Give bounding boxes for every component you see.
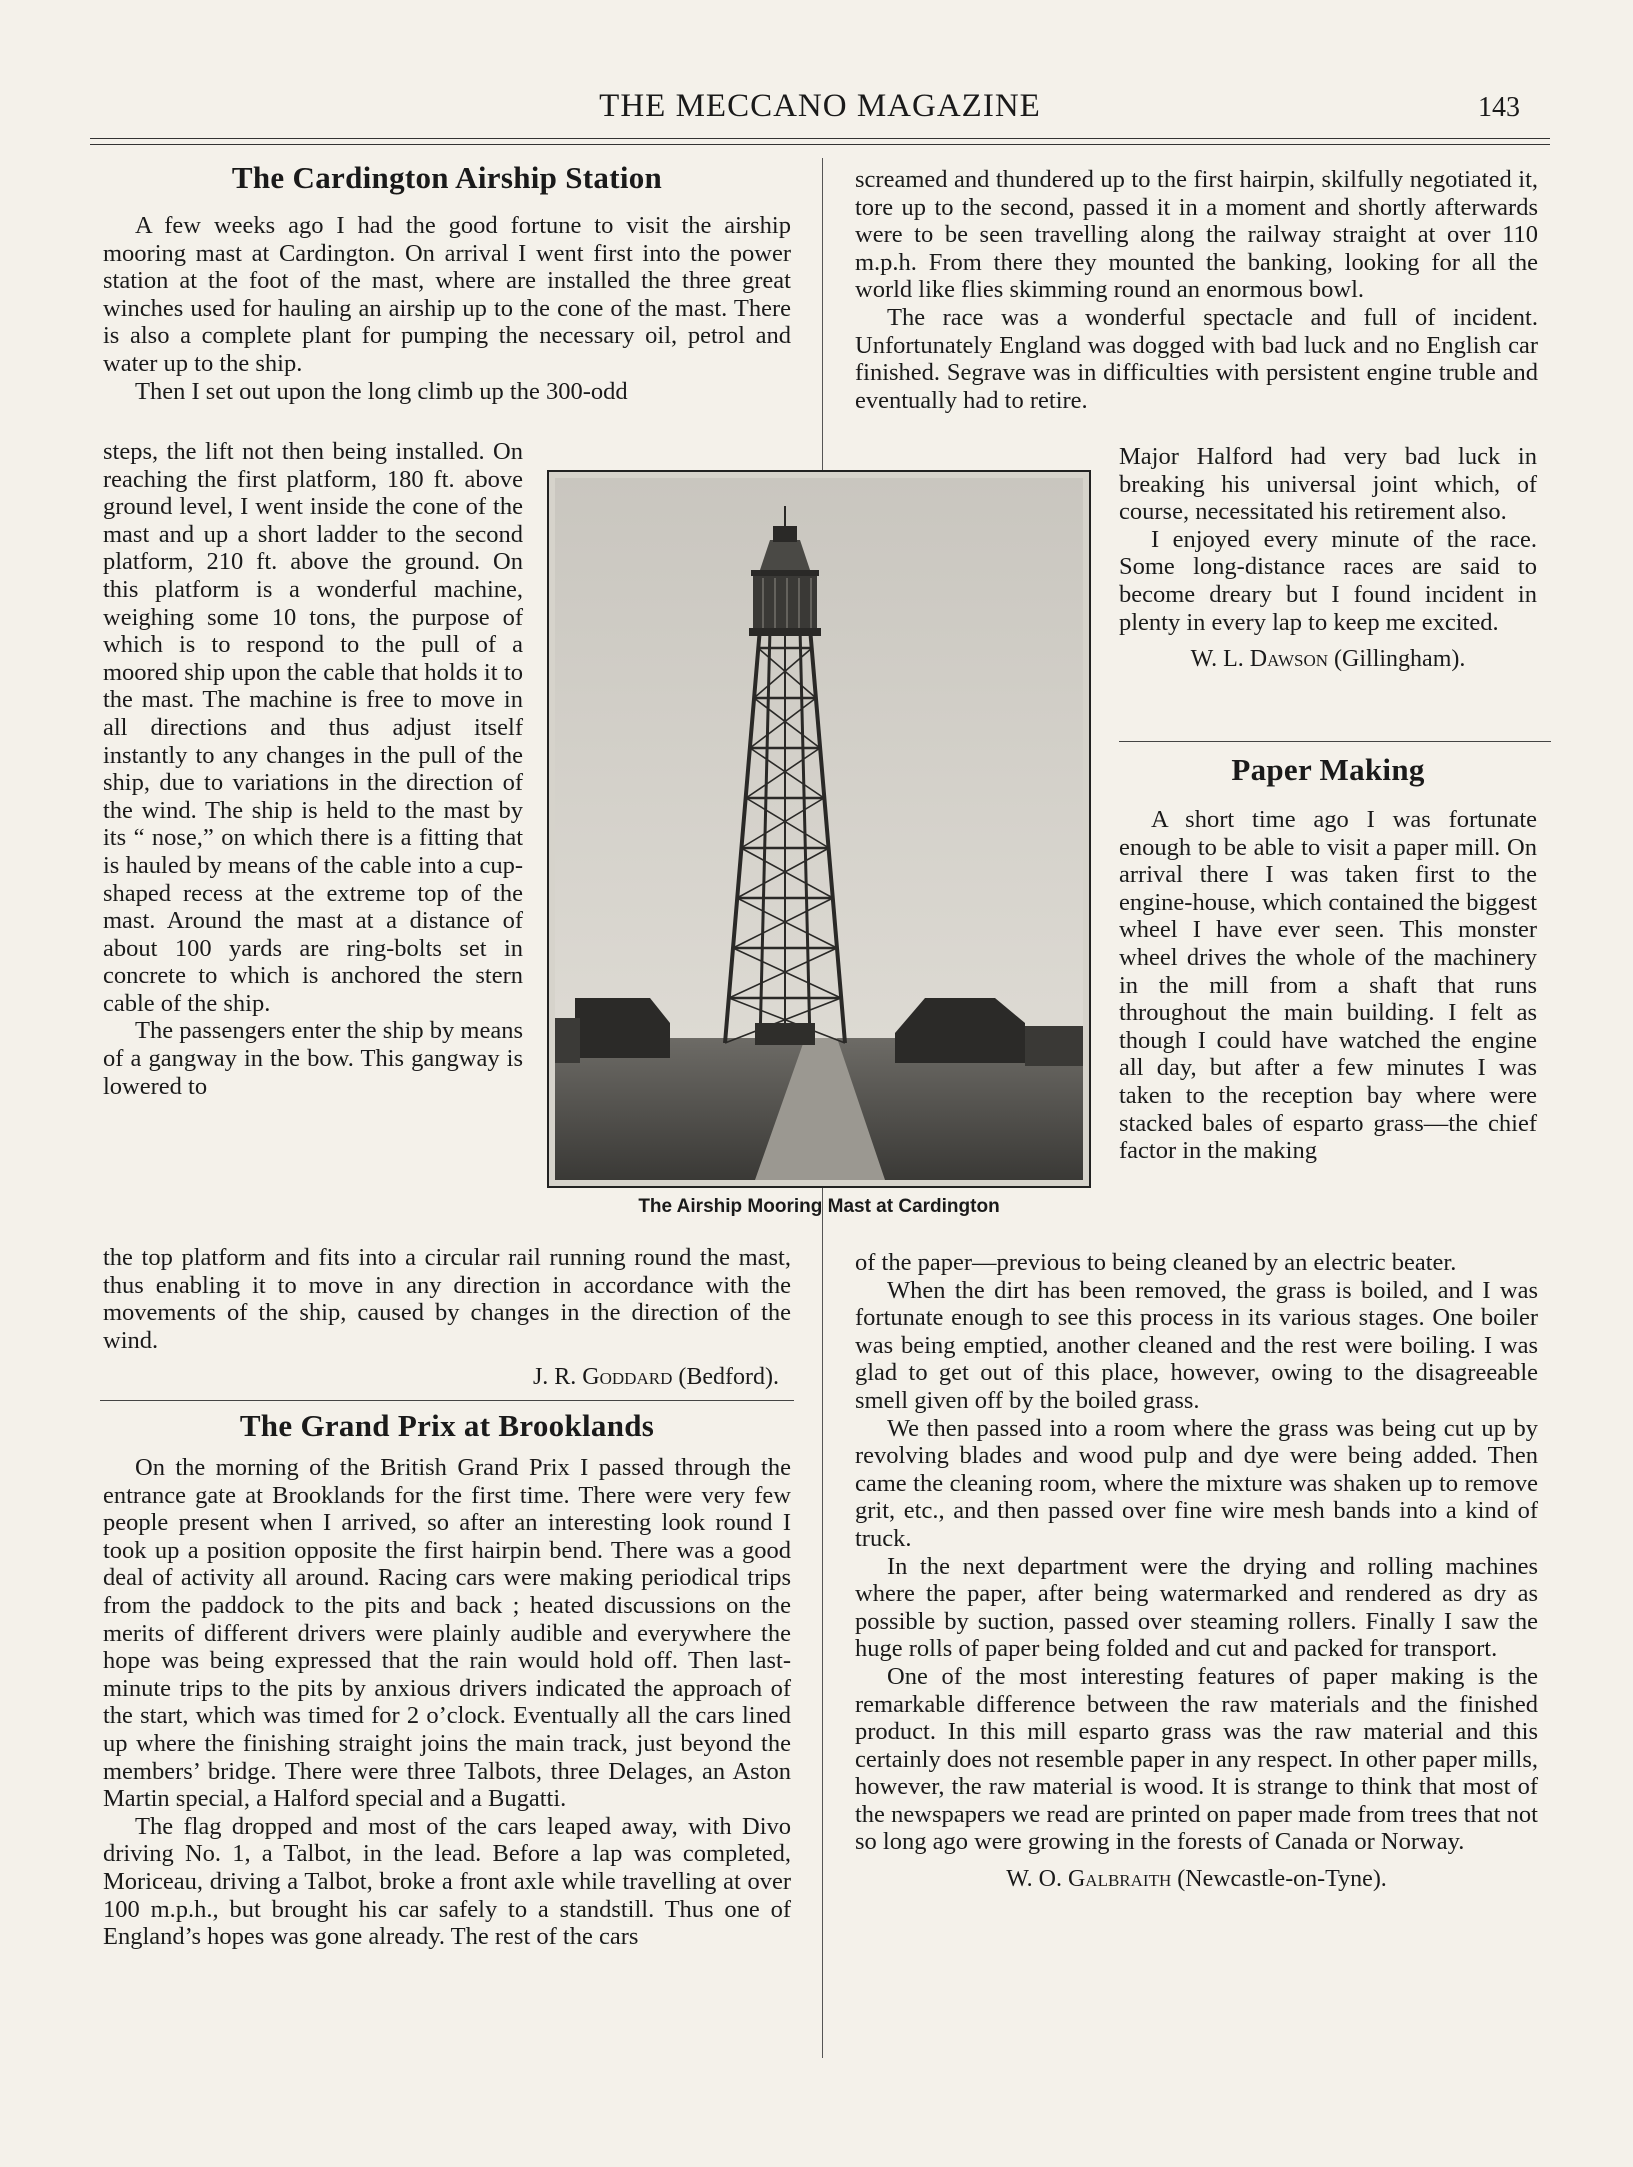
author-name: J. R. Goddard bbox=[532, 1364, 673, 1391]
header-rule bbox=[90, 138, 1550, 139]
article-grand-prix-narrow bbox=[1119, 443, 1537, 674]
article-cardington bbox=[103, 160, 791, 405]
article-title: The Grand Prix at Brooklands bbox=[239, 1408, 655, 1443]
article-paragraph: The race was a wonderful spectacle and full of incident. Unfortunately England was dogged with bad luck and no English car finished. Segrave was in difficulties with persistent engine truble and eventually had to retire. bbox=[855, 303, 1538, 414]
article-paragraph: On the morning of the British Grand Prix I passed through the entrance gate at Brooklands for the first time. There were very few people present when I arrived, so after an interesting look round I took up a position opposite the first hairpin bend. There was a good deal of activity all around. Racing cars were making periodical trips from the paddock to the pits and back ; heated discussions on the merits of different drivers were plainly audible and everywhere the hope was being expressed that the rain would hold off. Then last-minute trips to the pits by anxious drivers indicated the approach of the start, which was timed for 2 o’clock. Eventually all the cars lined up where the finishing straight joins the main track, just beyond the members’ bridge. There were three Talbots, three Delages, an Aston Martin special, a Halford special and a Bugatti. bbox=[103, 1454, 791, 1813]
article-paragraph: Then I set out upon the long climb up the 300-odd bbox=[135, 377, 628, 405]
article-paragraph: screamed and thundered up to the first hairpin, skilfully negotiated it, tore up to the second, passed it in a moment and shortly afterwards were to be seen travelling along the railway straight at over 110 m.p.h. From there they mounted the banking, looking for all the world like flies skimming round an enormous bowl. bbox=[855, 166, 1538, 304]
mooring-mast-illustration bbox=[555, 478, 1083, 1180]
right-shed-extension bbox=[1025, 1026, 1083, 1066]
author-name: W. L. Dawson bbox=[1190, 646, 1329, 673]
article-paragraph: The flag dropped and most of the cars leaped away, with Divo driving No. 1, a Talbot, in the lead. Before a lap was completed, Moriceau, driving a Talbot, broke a front axle while travelling at over 100 m.p.h., but brought his car safely to a standstill. Thus one of England’s hopes was gone already. The rest of the cars bbox=[103, 1812, 791, 1951]
article-paragraph: of the paper—previous to being cleaned by an electric beater. bbox=[855, 1249, 1457, 1276]
figure-caption: The Airship Mooring Mast at Cardington bbox=[638, 1196, 1000, 1217]
mooring-mast-photo bbox=[547, 470, 1091, 1188]
author-place: (Bedford). bbox=[678, 1364, 779, 1391]
author-place: (Gillingham). bbox=[1334, 646, 1466, 673]
page-number: 143 bbox=[1478, 92, 1520, 123]
magazine-title: THE MECCANO MAGAZINE bbox=[599, 88, 1041, 124]
article-cardington-narrow bbox=[103, 438, 523, 1100]
article-paragraph: The passengers enter the ship by means of a gangway in the bow. This gangway is lowered to bbox=[103, 1017, 523, 1100]
article-grand-prix bbox=[103, 1408, 791, 1951]
article-title: The Cardington Airship Station bbox=[231, 160, 663, 195]
section-rule bbox=[100, 1400, 794, 1401]
section-rule bbox=[1119, 741, 1551, 742]
author-signature bbox=[103, 1362, 779, 1392]
article-paragraph: steps, the lift not then being installed. On reaching the first platform, 180 ft. above ground level, I went inside the cone of the mast and up a short ladder to the second platform, 210 ft. above the ground. On this platform is a wonderful machine, weighing some 10 tons, the purpose of which is to respond to the pull of a moored ship upon the cable that holds it to the mast. The machine is free to move in all directions and thus adjust itself instantly to any changes in the pull of the ship, due to variations in the direction of the wind. The ship is held to the mast by its “ nose,” on which there is a fitting that is hauled by means of the cable into a cup-shaped recess at the extreme top of the mast. Around the mast at a distance of about 100 yards are ring-bolts set in concrete to which is anchored the stern cable of the ship. bbox=[103, 438, 523, 1017]
author-name: W. O. Galbraith bbox=[1006, 1866, 1172, 1893]
author-signature bbox=[1119, 644, 1537, 674]
article-paragraph: One of the most interesting features of paper making is the remarkable difference between the raw materials and the finished product. In this mill esparto grass was the raw material and this certainly does not resemble paper in any respect. In other paper mills, however, the raw material is wood. It is strange to think that most of the newspapers we read are printed on paper made from trees that not so long ago were growing in the forests of Canada or Norway. bbox=[855, 1662, 1538, 1856]
article-paragraph: Major Halford had very bad luck in breaking his universal joint which, of course, necessitated his retirement also. bbox=[1119, 443, 1537, 526]
article-paragraph: We then passed into a room where the grass was being cut up by revolving blades and wood pulp and dye were being added. Then came the cleaning room, where the mixture was shaken up to remove grit, etc., and then passed over fine wire mesh bands into a kind of truck. bbox=[855, 1414, 1538, 1552]
article-paragraph: I enjoyed every minute of the race. Some long-distance races are said to become dreary but I found incident in plenty in every lap to keep me excited. bbox=[1119, 525, 1537, 636]
article-cardington-bottom bbox=[103, 1244, 791, 1392]
article-paper-making-cont bbox=[855, 1249, 1538, 1894]
running-head bbox=[90, 88, 1550, 132]
article-paragraph: In the next department were the drying and rolling machines where the paper, after being watermarked and rendered as dry as possible by suction, passed over steaming rollers. Finally I saw the huge rolls of paper being folded and cut and packed for transport. bbox=[855, 1552, 1538, 1663]
article-grand-prix-cont bbox=[855, 166, 1538, 414]
left-shed bbox=[575, 998, 670, 1058]
header-rule bbox=[90, 144, 1550, 145]
left-hut bbox=[555, 1018, 580, 1063]
author-signature bbox=[855, 1864, 1538, 1894]
article-paragraph: the top platform and fits into a circular rail running round the mast, thus enabling it to move in any direction in accordance with the movements of the ship, caused by changes in the direction of the wind. bbox=[103, 1244, 791, 1354]
article-paragraph: A few weeks ago I had the good fortune to visit the airship mooring mast at Cardington. On arrival I went first into the power station at the foot of the mast, where are installed the three great winches used for hauling an airship up to the cone of the mast. There is also a complete plant for pumping the necessary oil, petrol and water up to the ship. bbox=[103, 212, 791, 377]
author-place: (Newcastle-on-Tyne). bbox=[1177, 1866, 1387, 1893]
article-title: Paper Making bbox=[1231, 752, 1425, 787]
article-paragraph: A short time ago I was fortunate enough to be able to visit a paper mill. On arrival there I was taken first to the engine-house, which contained the biggest wheel I have ever seen. This monster wheel drives the whole of the machinery in the mill from a shaft that runs throughout the main building. I felt as though I could have watched the engine all day, but after a few minutes I was taken to the reception bay where were stacked bales of esparto grass—the chief factor in the making bbox=[1119, 806, 1537, 1165]
article-paragraph: When the dirt has been removed, the grass is boiled, and I was fortunate enough to see this process in its various stages. One boiler was being emptied, another cleaned and the rest were boiling. I was glad to get out of this place, however, owing to the disagreeable smell given off by the boiled grass. bbox=[855, 1276, 1538, 1414]
mast-base bbox=[755, 1023, 815, 1045]
article-paper-making bbox=[1119, 752, 1537, 1165]
